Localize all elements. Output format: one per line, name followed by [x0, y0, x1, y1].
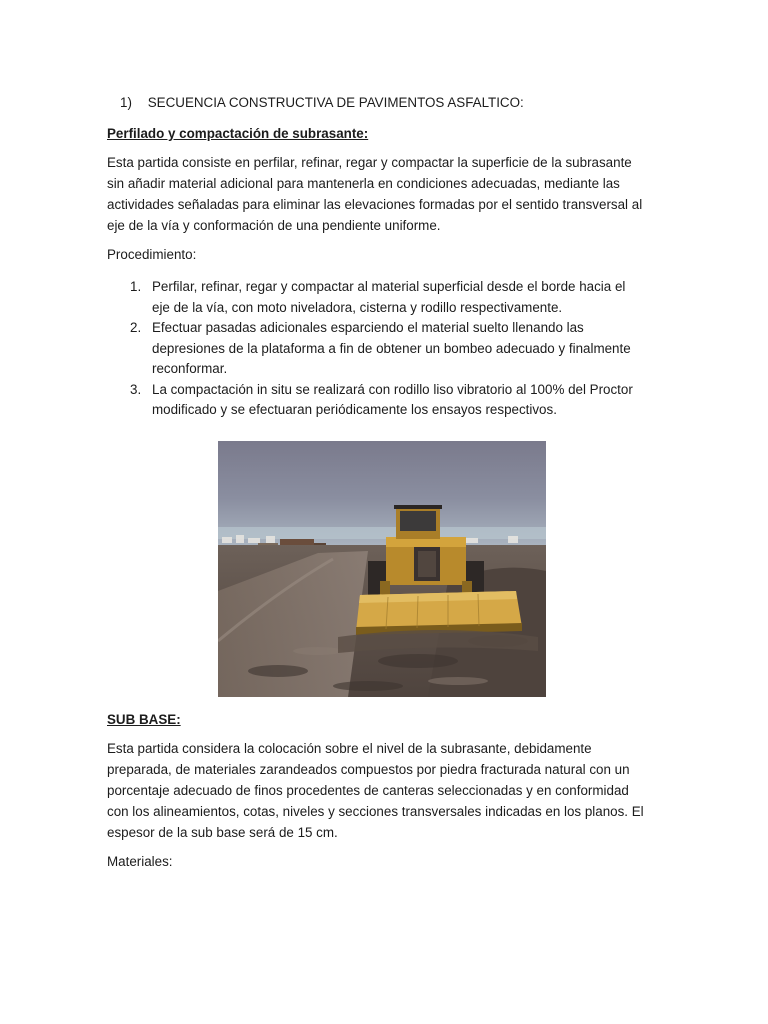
paragraph-line: preparada, de materiales zarandeados compuestos por piedra fracturada natural con un [107, 762, 630, 777]
procedure-list [107, 277, 633, 421]
list-item [107, 380, 633, 421]
paragraph-line: Esta partida consiste en perfilar, refinar, regar y compactar la superficie de la subrasante [107, 155, 632, 170]
list-item-line: modificado y se efectuaran periódicamente los ensayos respectivos. [152, 402, 557, 417]
bulldozer-photo-illustration [218, 441, 546, 697]
list-item [107, 318, 633, 380]
list-item [107, 277, 633, 318]
list-item-line: La compactación in situ se realizará con rodillo liso vibratorio al 100% del Proctor [152, 381, 633, 397]
paragraph-line: Esta partida considera la colocación sobre el nivel de la subrasante, debidamente [107, 741, 592, 756]
list-index: 3. [130, 381, 142, 397]
subbase-title: SUB BASE: [107, 712, 181, 727]
paragraph-line: espesor de la sub base será de 15 cm. [107, 825, 338, 840]
paragraph-line: eje de la vía y conformación de una pendiente uniforme. [107, 218, 441, 233]
procedure-label: Procedimiento: [107, 247, 197, 262]
list-index: 1. [130, 279, 142, 294]
list-item-line: Efectuar pasadas adicionales esparciendo el material suelto llenando las [152, 320, 584, 335]
paragraph-line: actividades señaladas para eliminar las elevaciones formadas por el sentido transversal al [107, 197, 643, 212]
bulldozer-photo [218, 441, 546, 697]
list-item-line: reconformar. [152, 361, 228, 376]
subbase-paragraph [107, 738, 667, 843]
subrasante-title: Perfilado y compactación de subrasante: [107, 126, 369, 141]
section-heading [120, 94, 524, 112]
heading-text: SECUENCIA CONSTRUCTIVA DE PAVIMENTOS ASFALTICO: [147, 95, 524, 110]
list-item-line: depresiones de la plataforma a fin de obtener un bombeo adecuado y finalmente [152, 340, 631, 356]
list-item-line: eje de la vía, con moto niveladora, cisterna y rodillo respectivamente. [152, 299, 563, 315]
paragraph-line: con los alineamientos, cotas, niveles y secciones transversales indicadas en los planos. El [107, 804, 644, 819]
paragraph-line: porcentaje adecuado de finos procedentes de canteras seleccionadas y en conformidad [107, 783, 629, 798]
subrasante-paragraph [107, 152, 667, 236]
heading-number: 1) [120, 95, 132, 110]
paragraph-line: sin añadir material adicional para mantenerla en condiciones adecuadas, mediante las [107, 176, 620, 191]
list-item-line: Perfilar, refinar, regar y compactar al material superficial desde el borde hacia el [152, 279, 626, 294]
list-index: 2. [130, 320, 142, 335]
materials-label: Materiales: [107, 854, 173, 869]
